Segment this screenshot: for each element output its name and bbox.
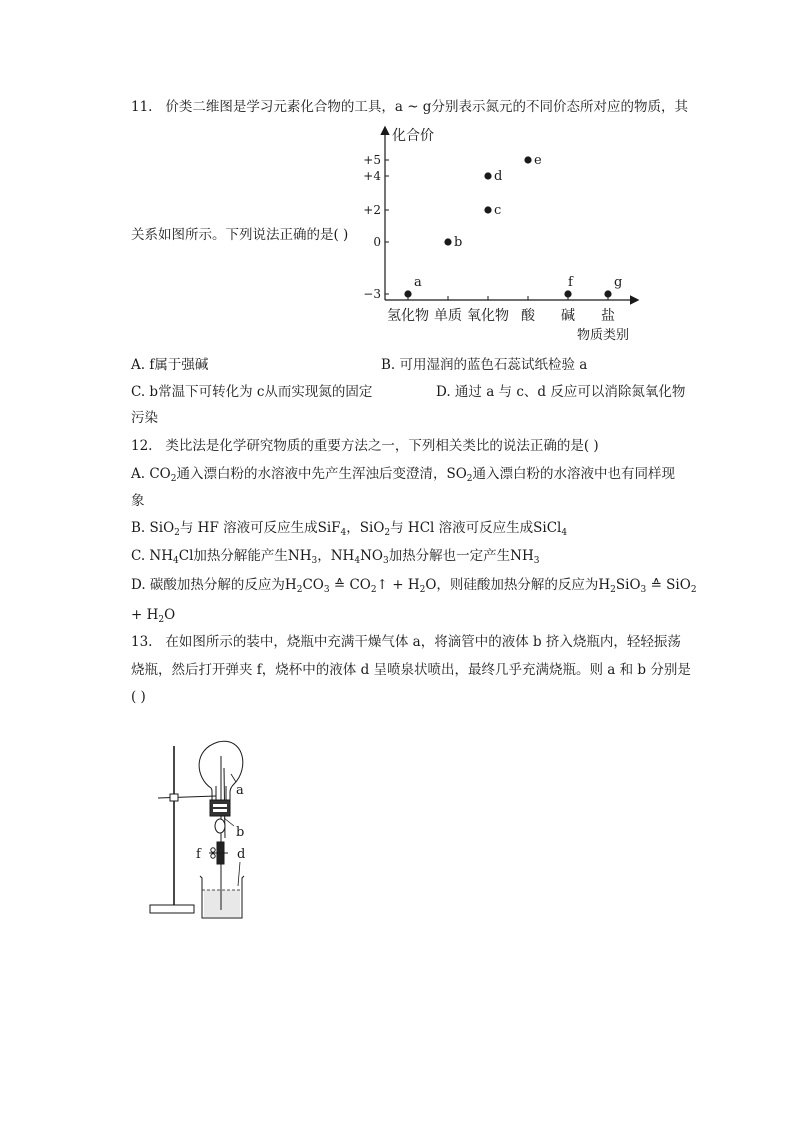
q13-line2: 烧瓶，然后打开弹夹 f，烧杯中的液体 d 呈喷泉状喷出，最终几乎充满烧瓶。则 a 和 b 分别是 <box>131 662 691 678</box>
q12-stem: 类比法是化学研究物质的重要方法之一，下列相关类比的说法正确的是( ) <box>165 438 599 454</box>
q12-option-d-line2 <box>131 606 175 629</box>
q12-option-a <box>131 465 675 488</box>
q12-d-line2-text2: O <box>164 607 176 623</box>
label-d: d <box>237 847 246 862</box>
x-category-label: 氢化物 <box>387 308 429 324</box>
q12-b-sub2: 4 <box>340 528 347 538</box>
stopper <box>210 800 230 833</box>
q12-d-text4: ↑ + H <box>376 577 420 593</box>
q12-option-c <box>131 547 540 570</box>
q12-option-d <box>131 576 697 599</box>
data-point-f <box>564 290 571 297</box>
data-point-e <box>524 156 531 163</box>
q11-option-b: B. 可用湿润的蓝色石蕊试纸检验 a <box>381 357 588 373</box>
data-point-label-a: a <box>414 275 422 290</box>
q12-a-text1: A. CO <box>131 466 171 482</box>
q12-a-sub1: 2 <box>170 474 177 484</box>
q11-option-c: C. b常温下可转化为 c从而实现氮的固定 <box>131 384 373 400</box>
q12-c-sub3: 4 <box>354 556 361 566</box>
data-point-label-c: c <box>494 203 502 218</box>
x-category-label: 酸 <box>521 308 535 324</box>
q12-d-line2-text1: + H <box>131 607 159 623</box>
data-point-d <box>484 172 491 179</box>
q12-c-text3: ，NH <box>317 548 355 564</box>
q12-d-text6: SiO <box>615 577 641 593</box>
q12-d-text2: CO <box>302 577 324 593</box>
callout-d <box>238 862 240 886</box>
q12-b-sub1: 2 <box>174 528 180 538</box>
y-tick-label: 0 <box>373 235 381 249</box>
clamp-arm <box>158 796 216 798</box>
spring-clip <box>209 842 228 864</box>
x-category-label: 盐 <box>601 308 615 324</box>
x-category-label: 氧化物 <box>467 308 509 324</box>
q12-d-line2-sub1: 2 <box>158 615 165 625</box>
fountain-apparatus-diagram <box>140 738 270 928</box>
data-point-b <box>444 238 451 245</box>
data-point-label-d: d <box>494 169 503 184</box>
q12-c-sub1: 4 <box>173 556 179 566</box>
q13-line1 <box>131 633 681 651</box>
q12-d-text1: D. 碳酸加热分解的反应为H <box>131 577 297 593</box>
q12-d-sub2: 3 <box>323 585 330 595</box>
valence-class-chart <box>355 120 655 345</box>
q12-d-sub6: 3 <box>640 585 647 595</box>
q12-d-sub3: 2 <box>370 585 377 595</box>
q12-a-text3: 通入漂白粉的水溶液中也有同样现 <box>472 466 676 482</box>
q12-a-text2: 通入漂白粉的水溶液中先产生浑浊后变澄清，SO <box>176 466 467 482</box>
label-a: a <box>236 783 244 798</box>
q12-b-sub3: 2 <box>384 528 391 538</box>
beaker <box>200 864 244 918</box>
q12-d-text3: ≙ CO <box>329 577 371 593</box>
y-tick-label: +5 <box>363 153 381 167</box>
stopper-stripe-2 <box>213 809 227 812</box>
q12-d-sub5: 2 <box>610 585 616 595</box>
q11-stem-line1: 价类二维图是学习元素化合物的工具，a ~ g分别表示氮元的不同价态所对应的物质，其 <box>165 99 688 115</box>
q12-d-sub7: 2 <box>690 585 697 595</box>
label-f: f <box>196 847 201 862</box>
clip-ring-top <box>211 848 215 852</box>
data-point-c <box>484 206 491 213</box>
data-point-g <box>604 290 611 297</box>
q12-a-sub2: 2 <box>466 474 473 484</box>
q12-b-sub4: 4 <box>561 528 568 538</box>
x-axis-label: 物质类别 <box>577 328 630 343</box>
iron-stand <box>150 746 216 913</box>
point-group <box>404 153 622 298</box>
data-point-a <box>404 290 411 297</box>
beaker-liquid <box>204 890 240 917</box>
q12-b-text4: 与 HCl 溶液可反应生成SiCl <box>390 520 562 536</box>
q11-option-d-line1: D. 通过 a 与 c、d 反应可以消除氮氧化物 <box>436 384 686 400</box>
y-axis-label: 化合价 <box>392 128 434 144</box>
y-tick-label: +4 <box>363 169 381 183</box>
q12-b-text3: ，SiO <box>346 520 385 536</box>
dropper-bulb <box>215 819 225 833</box>
data-point-label-g: g <box>614 275 623 290</box>
data-point-label-e: e <box>534 153 542 168</box>
stand-base <box>150 905 194 913</box>
stopper-stripe <box>213 804 227 807</box>
q12-b-text1: B. SiO <box>131 520 175 536</box>
q12-option-b <box>131 519 567 542</box>
q11-line2: 关系如图所示。下列说法正确的是( ) <box>131 227 349 243</box>
q11-number: 11. <box>131 99 153 115</box>
q12-d-text7: ≙ SiO <box>646 577 691 593</box>
label-b: b <box>236 825 245 840</box>
clip-ring-bottom <box>211 854 215 858</box>
q12-c-text5: 加热分解也一定产生NH <box>388 548 534 564</box>
q12-d-text5: O，则硅酸加热分解的反应为H <box>425 577 611 593</box>
q12-d-sub1: 2 <box>296 585 303 595</box>
y-tick-label: −3 <box>363 287 381 301</box>
q13-line3: ( ) <box>131 689 146 705</box>
q12-c-sub4: 3 <box>382 556 389 566</box>
q12-option-a-line2: 象 <box>131 493 145 509</box>
data-point-label-b: b <box>454 235 463 250</box>
q12-b-text2: 与 HF 溶液可反应生成SiF <box>179 520 341 536</box>
q12-c-text1: C. NH <box>131 548 174 564</box>
q11-option-a: A. f属于强碱 <box>131 357 209 373</box>
x-category-label: 碱 <box>561 308 575 324</box>
q12-d-sub4: 2 <box>419 585 426 595</box>
q13-stem-line1: 在如图所示的装中，烧瓶中充满干燥气体 a，将滴管中的液体 b 挤入烧瓶内，轻轻振荡 <box>165 634 681 650</box>
q12-line1 <box>131 437 599 455</box>
y-tick-label: +2 <box>363 203 381 217</box>
q12-c-text4: NO <box>360 548 383 564</box>
q11-option-d-line2: 污染 <box>131 410 158 426</box>
callout-a <box>231 774 236 782</box>
clamp-boss <box>170 794 178 801</box>
q12-c-sub2: 3 <box>311 556 318 566</box>
q11-line1 <box>131 98 688 116</box>
data-point-label-f: f <box>568 275 573 290</box>
x-category-label: 单质 <box>434 308 462 324</box>
q12-c-sub5: 3 <box>533 556 540 566</box>
q12-number: 12. <box>131 438 153 454</box>
rubber-stopper <box>210 800 230 816</box>
q13-number: 13. <box>131 634 153 650</box>
q12-c-text2: Cl加热分解能产生NH <box>178 548 312 564</box>
callout-b <box>224 818 234 826</box>
